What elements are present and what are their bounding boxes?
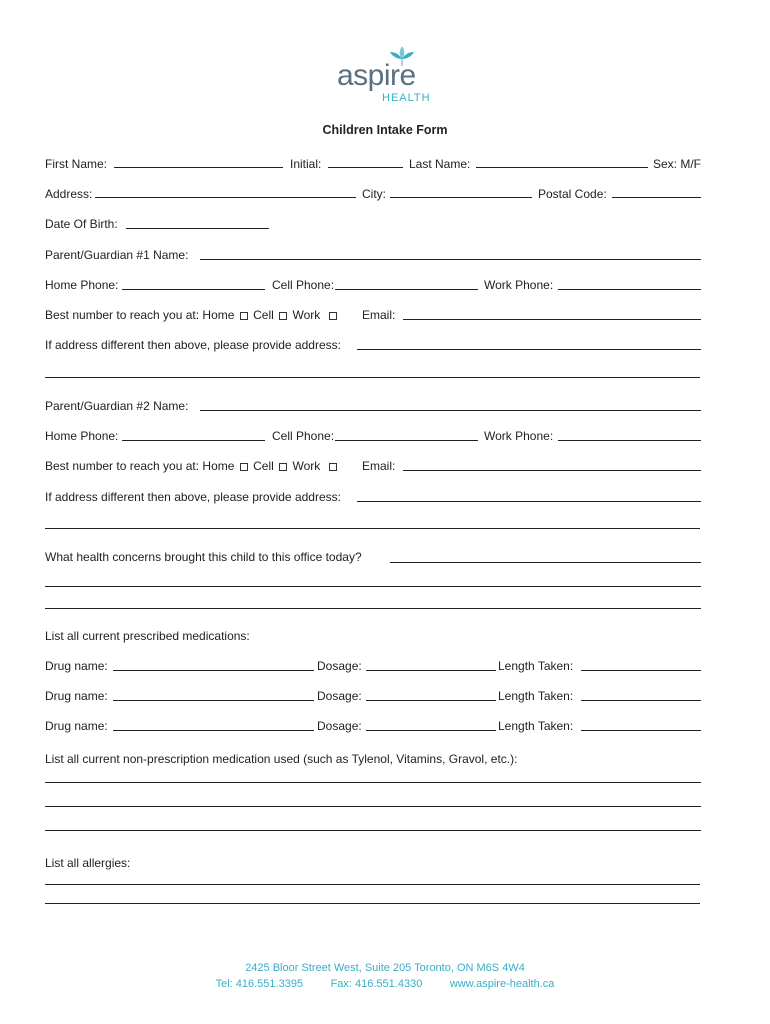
postal-code-field[interactable] bbox=[612, 197, 701, 198]
guardian1-diff-address-field[interactable] bbox=[357, 349, 701, 350]
drug-name-label: Drug name: bbox=[45, 689, 108, 703]
concerns-line3[interactable] bbox=[45, 608, 701, 609]
allergies-label: List all allergies: bbox=[45, 856, 131, 870]
work-checkbox[interactable] bbox=[329, 463, 337, 471]
logo-wordmark: aspire bbox=[337, 59, 416, 92]
form-title: Children Intake Form bbox=[322, 123, 448, 137]
work-option-label: Work bbox=[292, 459, 321, 473]
guardian2-best-number bbox=[45, 459, 339, 473]
work-option-label: Work bbox=[292, 308, 321, 322]
drug-name-field[interactable] bbox=[113, 670, 314, 671]
nonpresc-label: List all current non-prescription medication used (such as Tylenol, Vitamins, Gravol, etc.): bbox=[45, 752, 518, 766]
length-taken-field[interactable] bbox=[581, 670, 701, 671]
guardian2-diff-address-field[interactable] bbox=[357, 501, 701, 502]
nonpresc-line1[interactable] bbox=[45, 782, 701, 783]
guardian1-best-number bbox=[45, 308, 339, 322]
guardian1-name-label: Parent/Guardian #1 Name: bbox=[45, 248, 189, 262]
dosage-label: Dosage: bbox=[317, 689, 362, 703]
first-name-field[interactable] bbox=[114, 167, 283, 168]
last-name-label: Last Name: bbox=[409, 157, 471, 171]
last-name-field[interactable] bbox=[476, 167, 648, 168]
home-checkbox[interactable] bbox=[240, 463, 248, 471]
drug-name-field[interactable] bbox=[113, 730, 314, 731]
guardian1-home-phone-label: Home Phone: bbox=[45, 278, 119, 292]
guardian2-diff-address-line2[interactable] bbox=[45, 528, 700, 529]
guardian2-diff-address-label: If address different then above, please provide address: bbox=[45, 490, 341, 504]
guardian2-work-phone-field[interactable] bbox=[558, 440, 701, 441]
city-label: City: bbox=[362, 187, 386, 201]
guardian2-email-field[interactable] bbox=[403, 470, 701, 471]
postal-code-label: Postal Code: bbox=[538, 187, 607, 201]
guardian1-name-field[interactable] bbox=[200, 259, 701, 260]
address-field[interactable] bbox=[95, 197, 356, 198]
cell-checkbox[interactable] bbox=[279, 463, 287, 471]
city-field[interactable] bbox=[390, 197, 532, 198]
allergies-line1[interactable] bbox=[45, 884, 700, 885]
guardian1-home-phone-field[interactable] bbox=[122, 289, 265, 290]
cell-option-label: Cell bbox=[253, 459, 274, 473]
guardian2-name-field[interactable] bbox=[200, 410, 701, 411]
drug-name-label: Drug name: bbox=[45, 719, 108, 733]
footer-address: 2425 Bloor Street West, Suite 205 Toronto, ON M6S 4W4 bbox=[245, 962, 525, 974]
home-checkbox[interactable] bbox=[240, 312, 248, 320]
footer-website-link[interactable]: www.aspire-health.ca bbox=[449, 978, 555, 990]
guardian2-name-label: Parent/Guardian #2 Name: bbox=[45, 399, 189, 413]
dosage-label: Dosage: bbox=[317, 719, 362, 733]
concerns-label: What health concerns brought this child to this office today? bbox=[45, 550, 362, 564]
first-name-label: First Name: bbox=[45, 157, 108, 171]
sex-label[interactable]: Sex: M/F bbox=[653, 157, 702, 171]
guardian2-cell-phone-field[interactable] bbox=[335, 440, 478, 441]
length-taken-field[interactable] bbox=[581, 700, 701, 701]
dosage-field[interactable] bbox=[366, 730, 496, 731]
length-taken-label: Length Taken: bbox=[498, 719, 574, 733]
guardian1-diff-address-label: If address different then above, please provide address: bbox=[45, 338, 341, 352]
dosage-field[interactable] bbox=[366, 670, 496, 671]
address-label: Address: bbox=[45, 187, 93, 201]
initial-field[interactable] bbox=[328, 167, 403, 168]
length-taken-label: Length Taken: bbox=[498, 659, 574, 673]
length-taken-label: Length Taken: bbox=[498, 689, 574, 703]
allergies-line2[interactable] bbox=[45, 903, 700, 904]
guardian2-home-phone-field[interactable] bbox=[122, 440, 265, 441]
cell-option-label: Cell bbox=[253, 308, 274, 322]
footer-tel: Tel: 416.551.3395 bbox=[215, 978, 304, 990]
drug-name-field[interactable] bbox=[113, 700, 314, 701]
footer-contact bbox=[0, 978, 770, 991]
nonpresc-line3[interactable] bbox=[45, 830, 701, 831]
best-number-label: Best number to reach you at: Home bbox=[45, 459, 235, 473]
meds-heading: List all current prescribed medications: bbox=[45, 629, 250, 643]
dob-label: Date Of Birth: bbox=[45, 217, 118, 231]
dosage-label: Dosage: bbox=[317, 659, 362, 673]
guardian1-email-field[interactable] bbox=[403, 319, 701, 320]
guardian1-cell-phone-field[interactable] bbox=[335, 289, 478, 290]
concerns-field[interactable] bbox=[390, 562, 701, 563]
concerns-line2[interactable] bbox=[45, 586, 701, 587]
guardian1-diff-address-line2[interactable] bbox=[45, 377, 700, 378]
best-number-label: Best number to reach you at: Home bbox=[45, 308, 235, 322]
dosage-field[interactable] bbox=[366, 700, 496, 701]
guardian1-work-phone-field[interactable] bbox=[558, 289, 701, 290]
cell-checkbox[interactable] bbox=[279, 312, 287, 320]
logo-subtitle: HEALTH bbox=[382, 92, 431, 104]
length-taken-field[interactable] bbox=[581, 730, 701, 731]
drug-name-label: Drug name: bbox=[45, 659, 108, 673]
guardian2-cell-phone-label: Cell Phone: bbox=[272, 429, 335, 443]
footer-fax: Fax: 416.551.4330 bbox=[330, 978, 423, 990]
nonpresc-line2[interactable] bbox=[45, 806, 701, 807]
guardian1-cell-phone-label: Cell Phone: bbox=[272, 278, 335, 292]
guardian1-email-label: Email: bbox=[362, 308, 396, 322]
dob-field[interactable] bbox=[126, 228, 269, 229]
guardian1-work-phone-label: Work Phone: bbox=[484, 278, 554, 292]
work-checkbox[interactable] bbox=[329, 312, 337, 320]
initial-label: Initial: bbox=[290, 157, 322, 171]
guardian2-work-phone-label: Work Phone: bbox=[484, 429, 554, 443]
guardian2-home-phone-label: Home Phone: bbox=[45, 429, 119, 443]
guardian2-email-label: Email: bbox=[362, 459, 396, 473]
